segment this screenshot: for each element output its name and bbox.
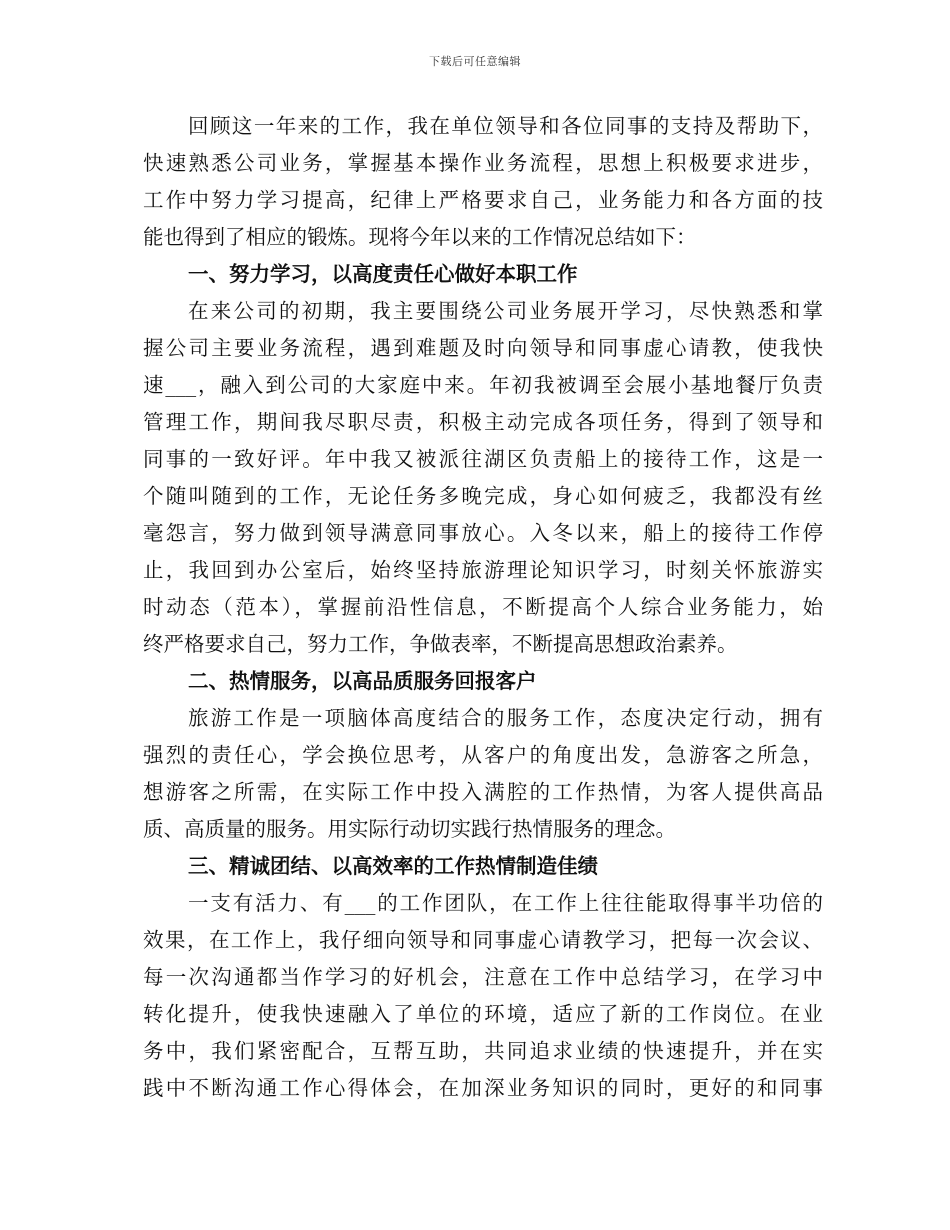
paragraph-line: 管理工作，期间我尽职尽责，积极主动完成各项任务，得到了领导和: [143, 410, 823, 434]
page-header-note: 下载后可任意编辑: [429, 55, 521, 68]
paragraph-line: 个随叫随到的工作，无论任务多晚完成，身心如何疲乏，我都没有丝: [143, 484, 823, 508]
paragraph-line: 毫怨言，努力做到领导满意同事放心。入冬以来，船上的接待工作停: [143, 521, 823, 545]
paragraph-line: 在来公司的初期，我主要围绕公司业务展开学习，尽快熟悉和掌: [188, 299, 823, 323]
paragraph-line: 时动态（范本），掌握前沿性信息，不断提高个人综合业务能力，始: [143, 595, 823, 619]
paragraph-line: 止，我回到办公室后，始终坚持旅游理论知识学习，时刻关怀旅游实: [143, 558, 823, 582]
paragraph-line: 每一次沟通都当作学习的好机会，注意在工作中总结学习，在学习中: [143, 965, 823, 989]
paragraph-line: 想游客之所需，在实际工作中投入满腔的工作热情，为客人提供高品: [143, 780, 823, 804]
paragraph-line: 转化提升，使我快速融入了单位的环境，适应了新的工作岗位。在业: [143, 1002, 823, 1026]
paragraph-line: 旅游工作是一项脑体高度结合的服务工作，态度决定行动，拥有: [188, 706, 823, 730]
paragraph-line: 务中，我们紧密配合，互帮互助，共同追求业绩的快速提升，并在实: [143, 1039, 823, 1063]
paragraph-line: 质、高质量的服务。用实际行动切实践行热情服务的理念。: [143, 817, 676, 841]
paragraph-line: 一支有活力、有___的工作团队，在工作上往往能取得事半功倍的: [188, 891, 823, 915]
paragraph-line: 终严格要求自己，努力工作，争做表率，不断提高思想政治素养。: [143, 632, 738, 656]
paragraph-line: 能也得到了相应的锻炼。现将今年以来的工作情况总结如下：: [143, 225, 697, 249]
paragraph-line: 强烈的责任心，学会换位思考，从客户的角度出发，急游客之所急，: [143, 743, 823, 767]
paragraph-line: 践中不断沟通工作心得体会，在加深业务知识的同时，更好的和同事: [143, 1076, 823, 1100]
section-heading: 一、努力学习，以高度责任心做好本职工作: [188, 262, 578, 286]
paragraph-line: 握公司主要业务流程，遇到难题及时向领导和同事虚心请教，使我快: [143, 336, 823, 360]
paragraph-line: 效果，在工作上，我仔细向领导和同事虚心请教学习，把每一次会议、: [143, 928, 823, 952]
section-heading: 三、精诚团结、以高效率的工作热情制造佳绩: [188, 854, 598, 878]
paragraph-line: 回顾这一年来的工作，我在单位领导和各位同事的支持及帮助下，: [188, 114, 823, 138]
paragraph-line: 同事的一致好评。年中我又被派往湖区负责船上的接待工作，这是一: [143, 447, 823, 471]
section-heading: 二、热情服务，以高品质服务回报客户: [188, 669, 537, 693]
paragraph-line: 速___，融入到公司的大家庭中来。年初我被调至会展小基地餐厅负责: [143, 373, 823, 397]
paragraph-line: 工作中努力学习提高，纪律上严格要求自己，业务能力和各方面的技: [143, 188, 823, 212]
paragraph-line: 快速熟悉公司业务，掌握基本操作业务流程，思想上积极要求进步，: [143, 151, 823, 175]
